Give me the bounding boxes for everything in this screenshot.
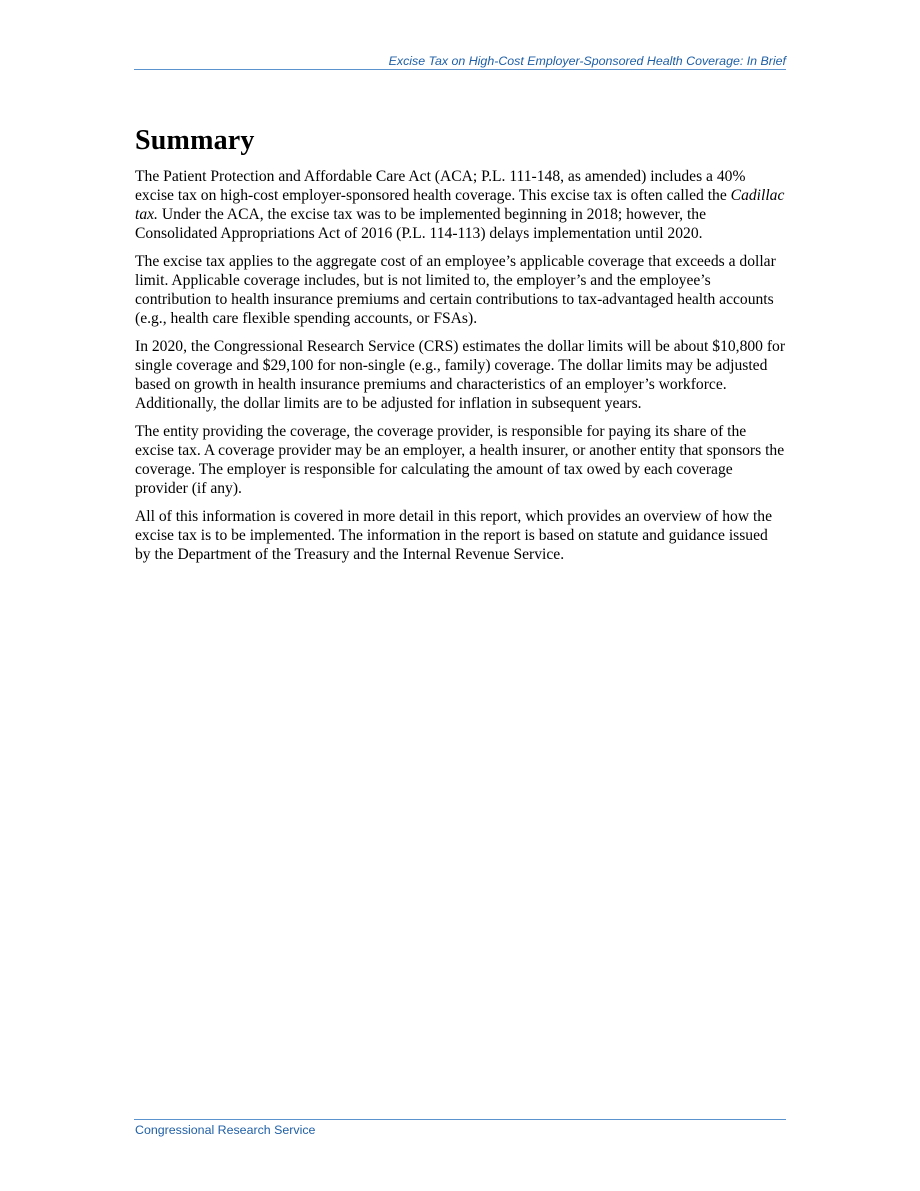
summary-paragraph-2: The excise tax applies to the aggregate cost of an employee’s applicable coverage that exceeds a dollar limit. Applicable coverage includes, but is not limited to, the employer’s and the employee’s contribution to health insurance premiums and certain contributions to tax-advantaged health accounts (e.g., health care flexible spending accounts, or FSAs). (135, 252, 776, 328)
footer-rule (134, 1119, 786, 1120)
summary-paragraph-5: All of this information is covered in more detail in this report, which provides an overview of how the excise tax is to be implemented. The information in the report is based on statute and guidance issued by the Department of the Treasury and the Internal Revenue Service. (135, 507, 773, 564)
running-header: Excise Tax on High-Cost Employer-Sponsored Health Coverage: In Brief (388, 54, 786, 68)
summary-paragraph-4: The entity providing the coverage, the coverage provider, is responsible for paying its share of the excise tax. A coverage provider may be an employer, a health insurer, or another entity that sponsors the coverage. The employer is responsible for calculating the amount of tax owed by each coverage provider (if any). (135, 422, 785, 498)
cadillac-tax-term: Cadillac tax. (135, 187, 785, 224)
summary-paragraph-3: In 2020, the Congressional Research Service (CRS) estimates the dollar limits will be about $10,800 for single coverage and $29,100 for non-single (e.g., family) coverage. The dollar limits may be adjusted based on growth in health insurance premiums and characteristics of an employer’s workforce. Additionally, the dollar limits are to be adjusted for inflation in subsequent years. (135, 337, 786, 413)
summary-heading: Summary (135, 125, 255, 156)
summary-paragraph-1 (135, 167, 787, 243)
summary-paragraph-1-text-a: The Patient Protection and Affordable Care Act (ACA; P.L. 111-148, as amended) includes a 40% excise tax on high-cost employer-sponsored health coverage. This excise tax is often called the (135, 168, 746, 205)
running-footer: Congressional Research Service (135, 1123, 316, 1137)
header-rule (134, 69, 786, 70)
summary-paragraph-1-text-b: Under the ACA, the excise tax was to be implemented beginning in 2018; however, the Consolidated Appropriations Act of 2016 (P.L. 114-113) delays implementation until 2020. (135, 206, 707, 243)
summary-section (135, 124, 787, 573)
